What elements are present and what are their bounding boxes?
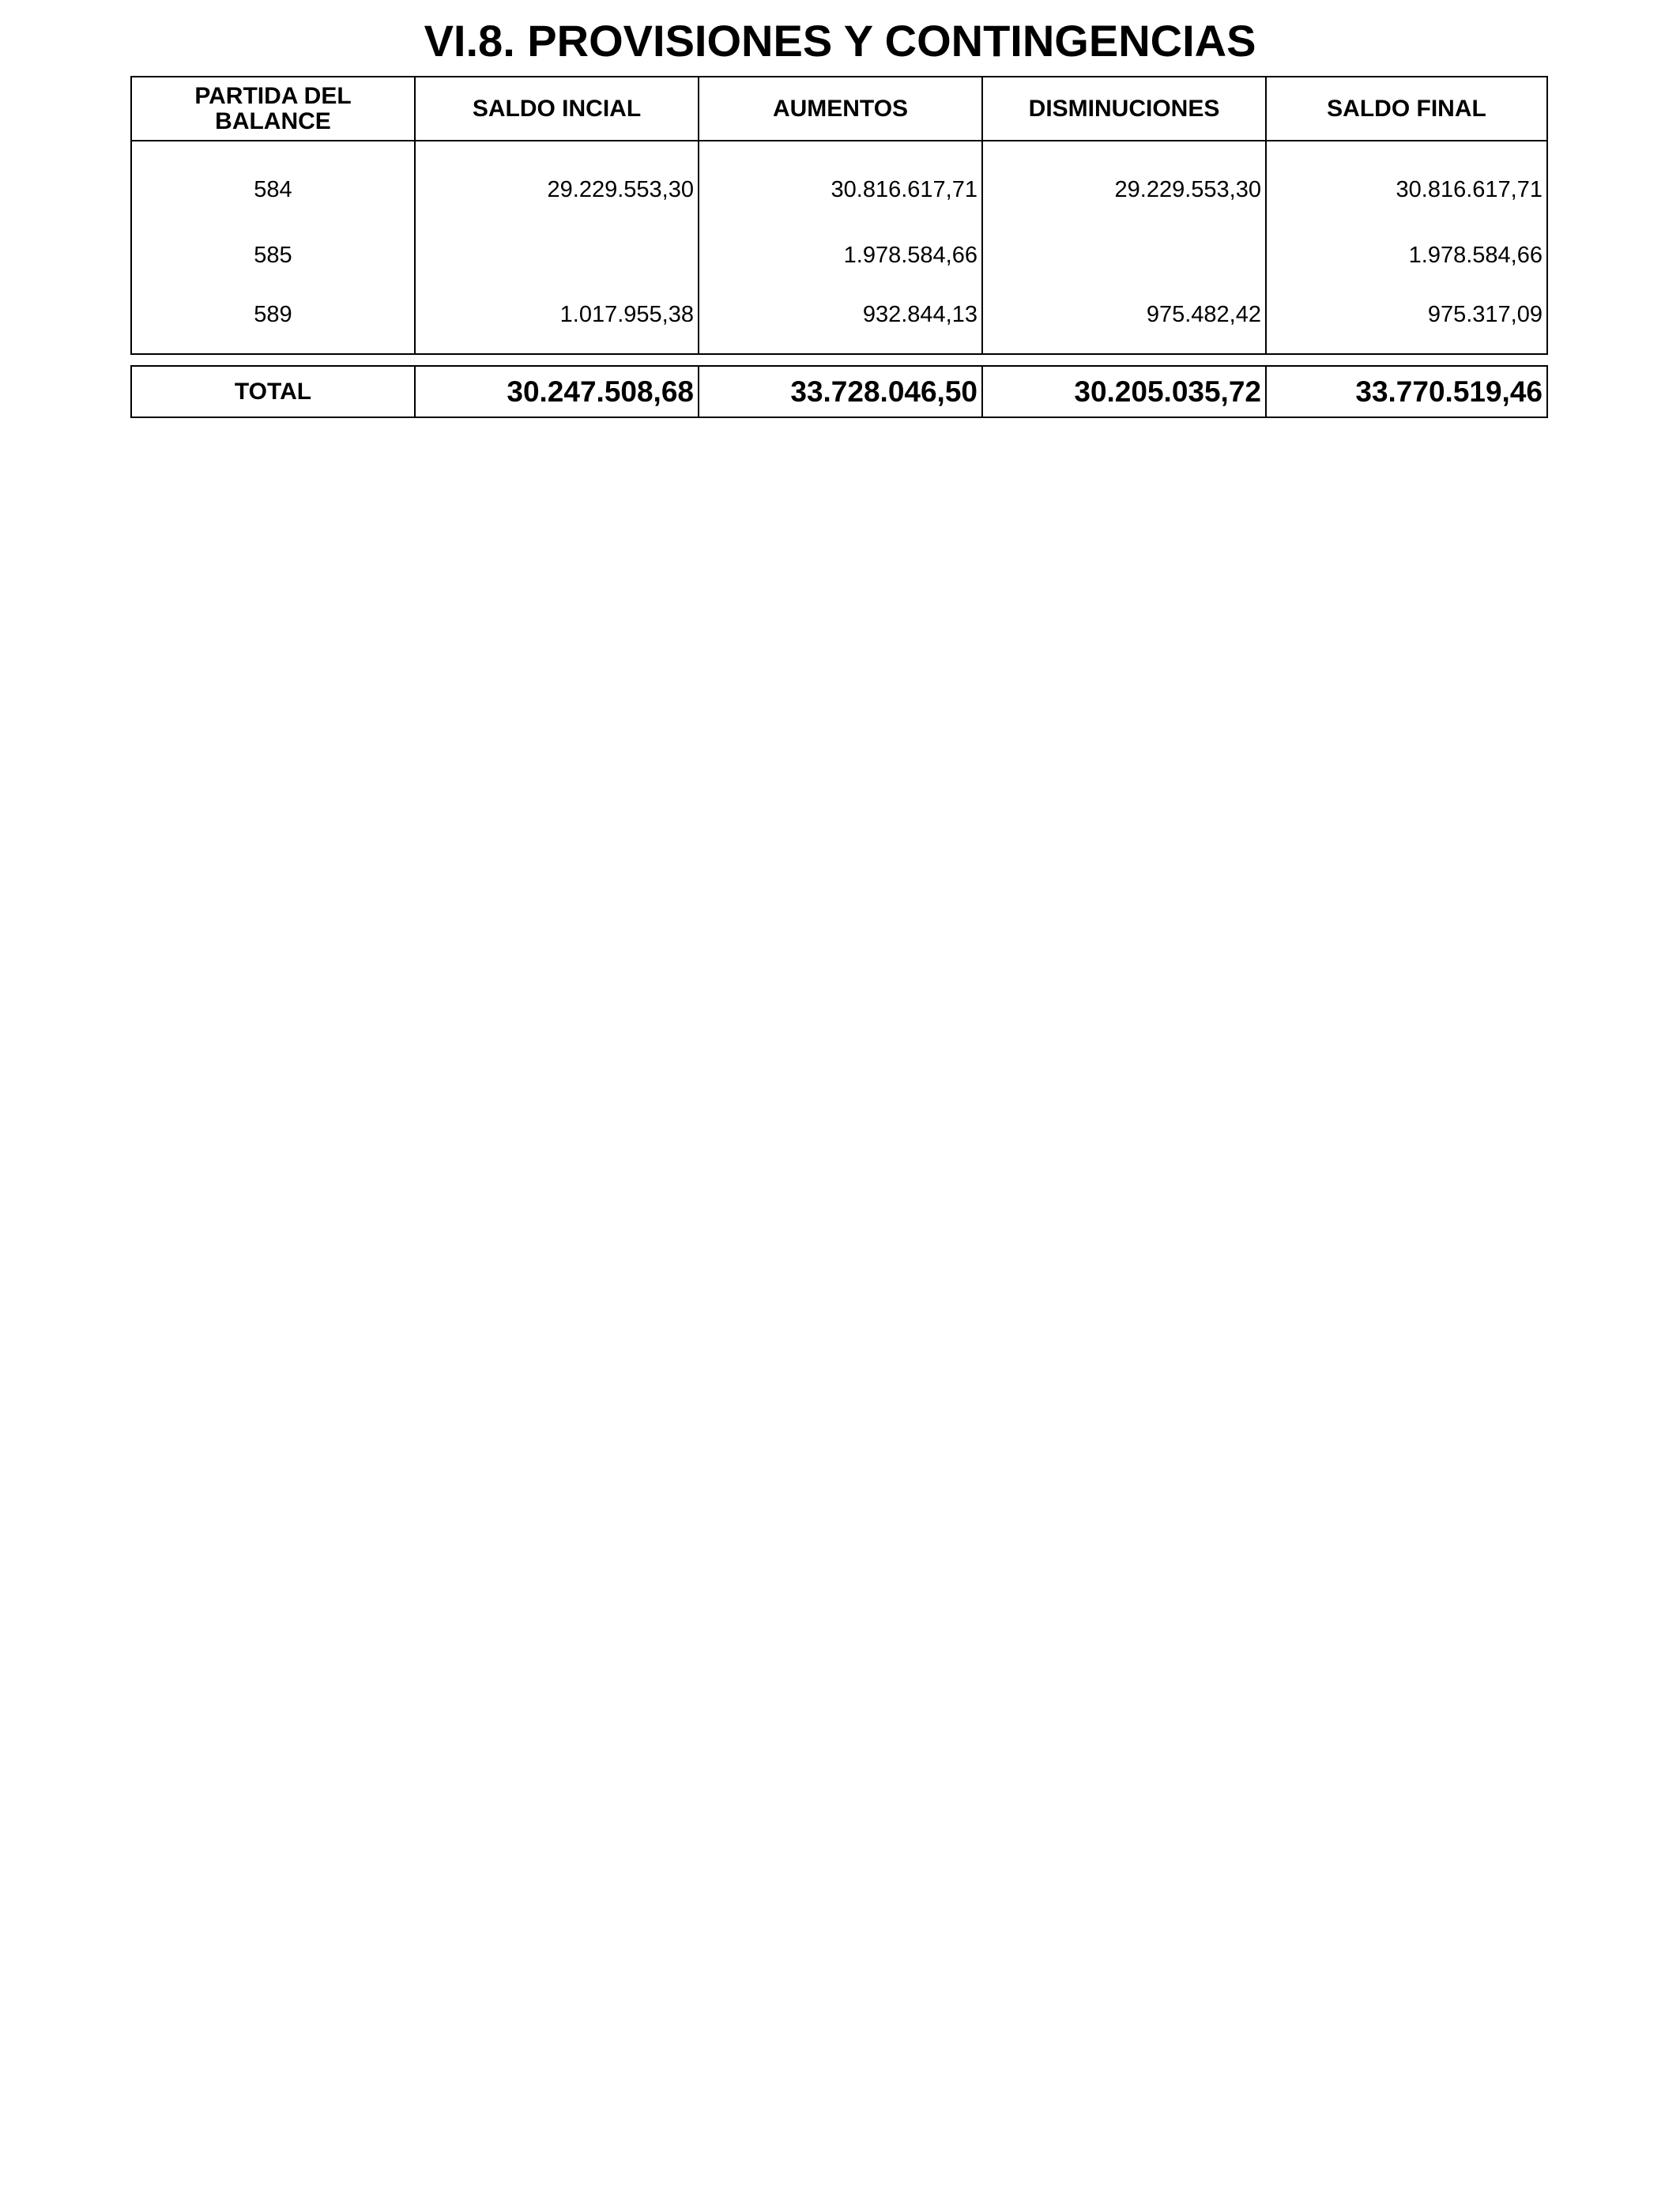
cell-disminuciones: 975.482,42 [982, 291, 1266, 354]
cell-disminuciones [982, 221, 1266, 291]
cell-partida: 584 [131, 141, 415, 221]
cell-saldo-inicial: 29.229.553,30 [415, 141, 699, 221]
cell-aumentos: 932.844,13 [699, 291, 982, 354]
total-label: TOTAL [131, 366, 415, 417]
total-saldo-inicial: 30.247.508,68 [415, 366, 699, 417]
cell-saldo-final: 30.816.617,71 [1266, 141, 1547, 221]
header-saldo-inicial: SALDO INCIAL [415, 77, 699, 141]
total-row [131, 366, 1547, 417]
total-aumentos: 33.728.046,50 [699, 366, 982, 417]
table-row [131, 221, 1547, 291]
cell-aumentos: 30.816.617,71 [699, 141, 982, 221]
cell-aumentos: 1.978.584,66 [699, 221, 982, 291]
cell-partida: 585 [131, 221, 415, 291]
cell-disminuciones: 29.229.553,30 [982, 141, 1266, 221]
total-table [130, 365, 1548, 418]
header-disminuciones: DISMINUCIONES [982, 77, 1266, 141]
cell-saldo-final: 1.978.584,66 [1266, 221, 1547, 291]
page-title: VI.8. PROVISIONES Y CONTINGENCIAS [424, 16, 1256, 66]
header-partida: PARTIDA DEL BALANCE [131, 77, 415, 141]
table-row [131, 141, 1547, 221]
table-row [131, 291, 1547, 354]
provisions-table [130, 76, 1548, 355]
header-saldo-final: SALDO FINAL [1266, 77, 1547, 141]
total-saldo-final: 33.770.519,46 [1266, 366, 1547, 417]
total-disminuciones: 30.205.035,72 [982, 366, 1266, 417]
cell-saldo-inicial: 1.017.955,38 [415, 291, 699, 354]
cell-saldo-final: 975.317,09 [1266, 291, 1547, 354]
header-aumentos: AUMENTOS [699, 77, 982, 141]
table-header-row [131, 77, 1547, 141]
cell-saldo-inicial [415, 221, 699, 291]
cell-partida: 589 [131, 291, 415, 354]
